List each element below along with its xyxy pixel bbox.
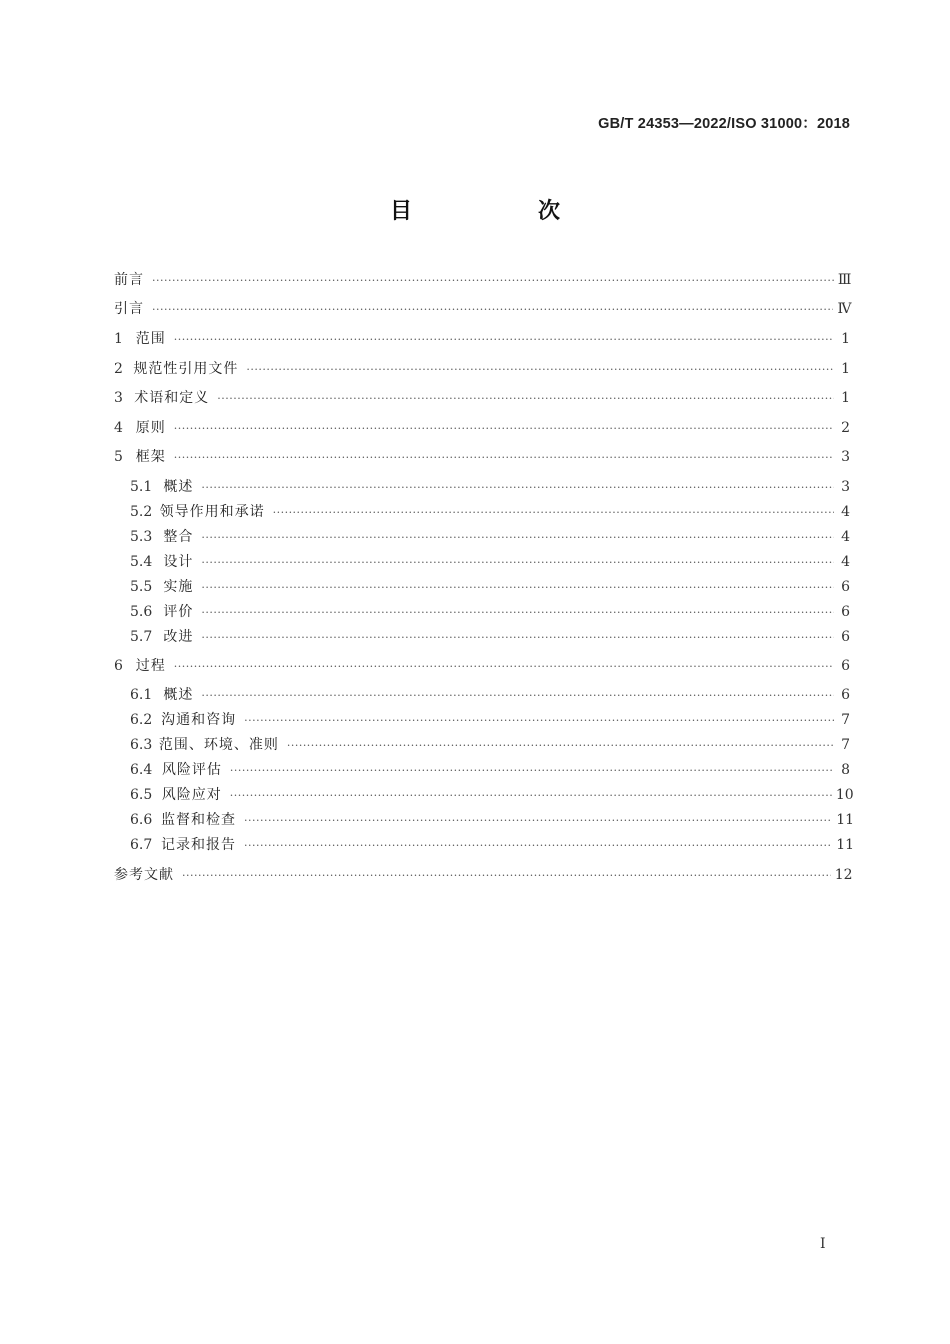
dot-leader: [201, 629, 834, 647]
toc-entry[interactable]: [114, 389, 850, 408]
toc-entry-number: 5.3: [130, 529, 153, 545]
toc-entry-label: 改进: [163, 629, 194, 645]
page-number: I: [820, 1236, 826, 1252]
toc-entry-number: 6.2: [130, 712, 153, 728]
dot-leader: [230, 787, 832, 805]
dot-leader: [201, 687, 834, 705]
dot-leader: [174, 331, 834, 349]
toc-entry[interactable]: [114, 271, 850, 290]
toc-entry[interactable]: [114, 628, 850, 647]
toc-entry-number: 5.4: [130, 554, 153, 570]
toc-entry-number: 3: [114, 390, 123, 406]
dot-leader: [230, 762, 834, 780]
toc-entry-number: 6: [114, 658, 123, 674]
toc-entry-label: 过程: [135, 658, 166, 674]
toc-entry-label: 整合: [163, 529, 194, 545]
dot-leader: [201, 554, 834, 572]
dot-leader: [244, 837, 832, 855]
toc-entry-number: 6.7: [130, 837, 153, 853]
toc-entry[interactable]: [114, 419, 850, 438]
toc-entry-page: 6: [841, 579, 850, 595]
toc-entry[interactable]: [114, 657, 850, 676]
toc-entry-number: 2: [114, 361, 123, 377]
toc-entry-label: 参考文献: [114, 867, 174, 883]
dot-leader: [201, 604, 834, 622]
toc-entry[interactable]: [114, 836, 855, 855]
toc-entry-page: 2: [841, 420, 850, 436]
toc-entry[interactable]: [114, 866, 853, 885]
toc-entry-page: 4: [841, 504, 850, 520]
toc-entry-number: 6.5: [130, 787, 153, 803]
toc-entry-number: 5.7: [130, 629, 153, 645]
toc-entry-page: Ⅲ: [837, 272, 852, 288]
toc-entry-page: 11: [836, 812, 855, 828]
toc-entry-label: 范围: [135, 331, 166, 347]
toc-entry-label: 概述: [163, 687, 194, 703]
toc-entry-label: 引言: [114, 301, 144, 317]
toc-entry-page: 6: [841, 629, 850, 645]
toc-entry-page: 7: [841, 737, 850, 753]
toc-entry[interactable]: [114, 478, 850, 497]
toc-entry-label: 规范性引用文件: [133, 361, 239, 377]
toc-entry-label: 术语和定义: [134, 390, 210, 406]
toc-entry-label: 前言: [114, 272, 144, 288]
toc-entry-number: 6.6: [130, 812, 153, 828]
dot-leader: [152, 301, 833, 319]
dot-leader: [201, 479, 834, 497]
dot-leader: [201, 579, 834, 597]
toc-entry-page: Ⅳ: [837, 301, 852, 317]
toc-entry-number: 5.5: [130, 579, 153, 595]
toc-entry-page: 6: [841, 687, 850, 703]
toc-entry[interactable]: [114, 528, 850, 547]
toc-entry-page: 6: [841, 658, 850, 674]
dot-leader: [152, 272, 834, 290]
dot-leader: [174, 658, 834, 676]
dot-leader: [246, 361, 834, 379]
dot-leader: [244, 712, 834, 730]
toc-entry-number: 6.4: [130, 762, 153, 778]
toc-entry-label: 沟通和咨询: [161, 712, 237, 728]
toc-entry[interactable]: [114, 360, 850, 379]
toc-entry-label: 设计: [163, 554, 194, 570]
toc-entry-page: 3: [841, 449, 850, 465]
toc-entry[interactable]: [114, 786, 854, 805]
toc-entry-number: 5.2: [130, 504, 153, 520]
toc-entry[interactable]: [114, 761, 850, 780]
toc-entry-page: 3: [841, 479, 850, 495]
toc-entry-page: 1: [841, 331, 850, 347]
toc-entry-label: 原则: [135, 420, 166, 436]
standard-code: GB/T 24353—2022/ISO 31000：2018: [598, 116, 850, 132]
toc-entry-label: 领导作用和承诺: [159, 504, 265, 520]
toc-entry-label: 范围、环境、准则: [158, 737, 279, 753]
toc-entry-page: 4: [841, 554, 850, 570]
toc-entry-number: 5: [114, 449, 123, 465]
toc-entry-label: 评价: [163, 604, 194, 620]
toc-entry-number: 6.3: [130, 737, 153, 753]
toc-entry-number: 5.6: [130, 604, 153, 620]
toc-entry[interactable]: [114, 603, 850, 622]
toc-entry[interactable]: [114, 553, 850, 572]
toc-entry-number: 1: [114, 331, 123, 347]
toc-entry-number: 6.1: [130, 687, 153, 703]
toc-entry-page: 7: [841, 712, 850, 728]
toc-entry[interactable]: [114, 811, 855, 830]
toc-entry-page: 8: [841, 762, 850, 778]
dot-leader: [174, 449, 834, 467]
toc-entry-number: 5.1: [130, 479, 153, 495]
dot-leader: [182, 867, 831, 885]
toc-entry-page: 1: [841, 390, 850, 406]
toc-entry-page: 10: [835, 787, 854, 803]
toc-entry-label: 记录和报告: [160, 837, 236, 853]
dot-leader: [201, 529, 834, 547]
toc-entry[interactable]: [114, 503, 850, 522]
dot-leader: [287, 737, 834, 755]
toc-entry-label: 风险评估: [161, 762, 222, 778]
toc-entry[interactable]: [114, 736, 850, 755]
toc-entry[interactable]: [114, 578, 850, 597]
toc-entry-page: 1: [841, 361, 850, 377]
toc-entry[interactable]: [114, 448, 850, 467]
toc-entry-label: 监督和检查: [160, 812, 236, 828]
toc-entry-page: 6: [841, 604, 850, 620]
toc-entry-page: 4: [841, 529, 850, 545]
dot-leader: [273, 504, 834, 522]
toc-entry-label: 概述: [163, 479, 194, 495]
toc-entry-label: 实施: [163, 579, 194, 595]
toc-entry-label: 风险应对: [161, 787, 222, 803]
toc-entry-number: 4: [114, 420, 123, 436]
toc-entry[interactable]: [114, 711, 850, 730]
toc-entry-label: 框架: [135, 449, 166, 465]
toc-entry-page: 12: [834, 867, 853, 883]
toc-entry[interactable]: [114, 330, 850, 349]
toc-entry[interactable]: [114, 300, 850, 319]
toc-entry[interactable]: [114, 686, 850, 705]
toc-entry-page: 11: [836, 837, 855, 853]
dot-leader: [174, 420, 834, 438]
dot-leader: [244, 812, 832, 830]
page-title: 目 次: [389, 199, 612, 224]
dot-leader: [217, 390, 834, 408]
